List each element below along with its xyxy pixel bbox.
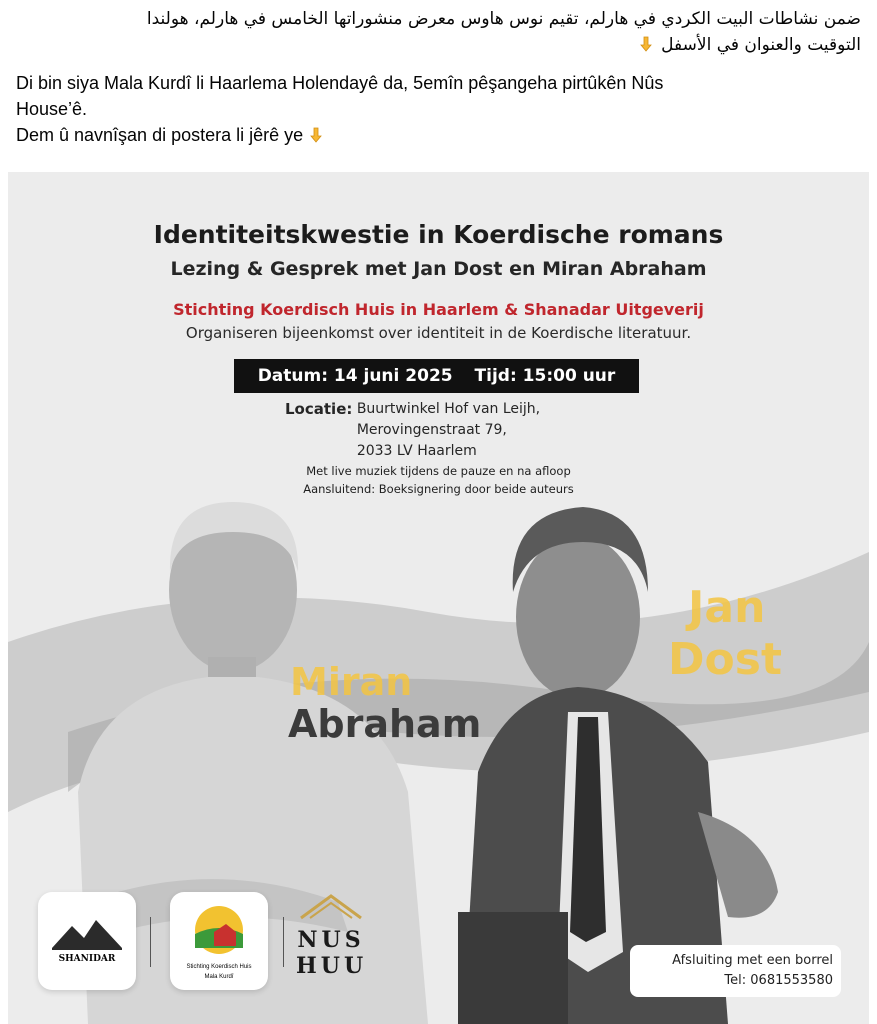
location-address — [357, 399, 540, 462]
arabic-text-line: ضمن نشاطات البيت الكردي في هارلم، تقيم نوس هاوس معرض منشوراتها الخامس في هارلم، هولندا — [146, 9, 861, 29]
koerdisch-huis-logo — [170, 892, 268, 990]
closing-info-box — [630, 945, 841, 997]
arabic-text-line — [16, 32, 861, 58]
kurdish-text-line: Di bin siya Mala Kurdî li Haarlema Holendayê da, 5emîn pêşangeha pirtûkên Nûs — [16, 73, 664, 93]
poster-organizers: Stichting Koerdisch Huis in Haarlem & Shanadar Uitgeverij — [173, 300, 704, 319]
mountain-icon — [38, 892, 136, 990]
phone-number: Tel: 0681553580 — [724, 973, 833, 988]
koerdisch-huis-logo-text: Stichting Koerdisch Huis — [186, 964, 252, 970]
address-line: Buurtwinkel Hof van Leijh, — [356, 401, 541, 417]
logo-divider — [150, 917, 151, 967]
speaker2-first-name: Jan — [688, 582, 766, 633]
post-text — [0, 0, 877, 172]
kurdish-text — [16, 70, 861, 148]
speaker1-first-name: Miran — [290, 660, 413, 704]
nus-house-logo — [296, 892, 366, 992]
closing-text: Afsluiting met een borrel — [672, 953, 833, 968]
shanidar-logo — [38, 892, 136, 990]
logo-divider — [283, 917, 284, 967]
event-poster[interactable] — [8, 172, 869, 1024]
address-line: Merovingenstraat 79, — [356, 422, 507, 438]
event-date: Datum: 14 juni 2025 — [257, 366, 453, 386]
event-time: Tijd: 15:00 uur — [474, 366, 616, 386]
arabic-text: التوقيت والعنوان في الأسفل — [661, 35, 861, 55]
pointing-down-emoji-icon — [308, 126, 326, 144]
pointing-down-emoji-icon — [638, 35, 656, 53]
nus-house-logo-text2: HUU — [296, 953, 368, 979]
koerdisch-huis-logo-sub: Mala Kurdî — [204, 974, 234, 980]
poster-subtitle: Lezing & Gesprek met Jan Dost en Miran Abraham — [170, 258, 707, 280]
speaker2-last-name: Dost — [668, 634, 782, 685]
date-time-bar — [234, 359, 639, 393]
kurdish-text-line — [16, 122, 861, 148]
roof-icon — [296, 892, 366, 922]
kurdish-text: Dem û navnîşan di postera li jêrê ye — [16, 125, 304, 145]
music-note: Met live muziek tijdens de pauze en na afloop — [306, 464, 571, 478]
poster-description: Organiseren bijeenkomst over identiteit in de Koerdische literatuur. — [185, 324, 692, 342]
event-location — [285, 399, 540, 462]
signing-note: Aansluitend: Boeksignering door beide auteurs — [303, 482, 574, 496]
location-label: Locatie: — [285, 400, 353, 418]
nus-house-logo-text1: NUS — [297, 927, 365, 953]
poster-title: Identiteitskwestie in Koerdische romans — [153, 220, 724, 249]
sun-house-icon — [170, 892, 268, 962]
shanidar-logo-text: SHANIDAR — [58, 954, 116, 964]
address-line: 2033 LV Haarlem — [356, 443, 477, 459]
kurdish-text-line: House’ê. — [16, 99, 88, 119]
speaker1-last-name: Abraham — [288, 702, 482, 746]
